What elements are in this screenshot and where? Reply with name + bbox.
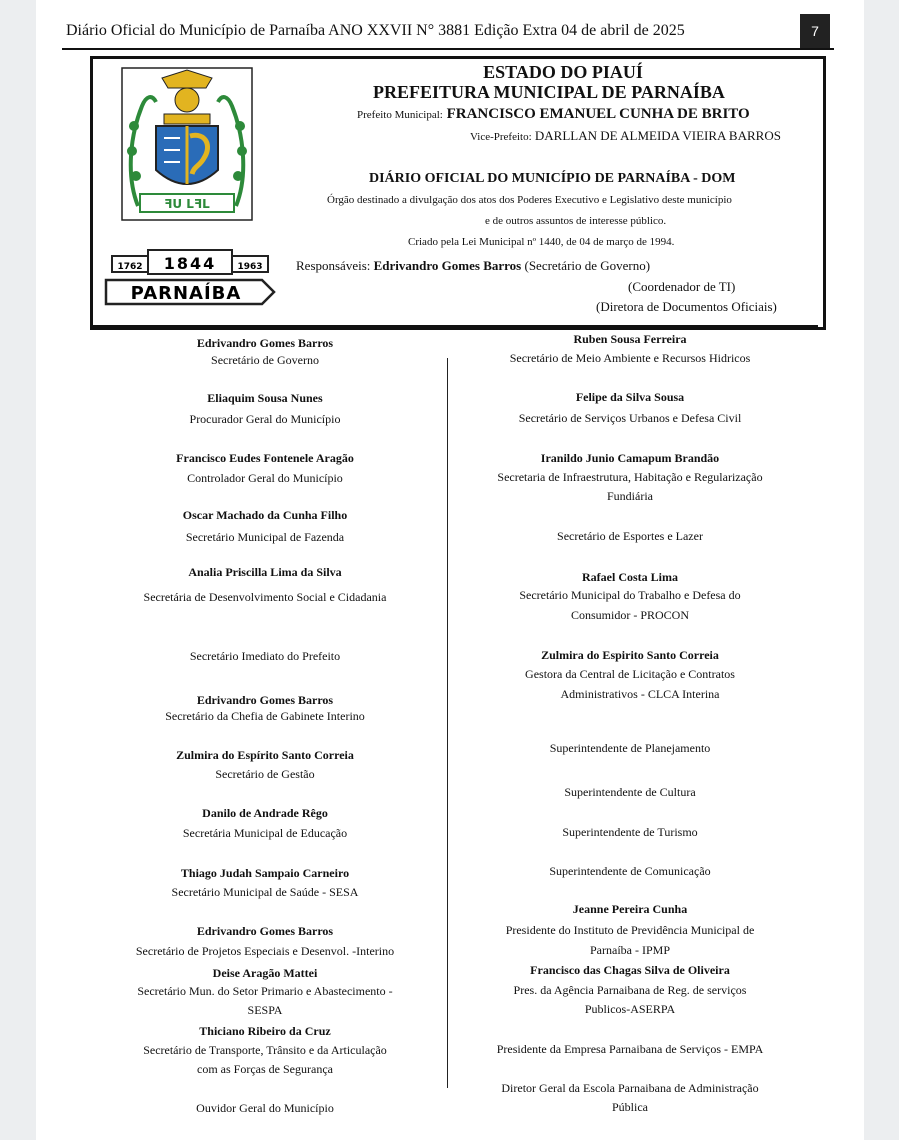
description-line-2: e de outros assuntos de interesse público. xyxy=(485,215,667,227)
vice-label: Vice-Prefeito: xyxy=(470,131,532,143)
right-entry-12-name: Francisco das Chagas Silva de Oliveira xyxy=(530,963,730,977)
left-entry-7-role: Secretário da Chefia de Gabinete Interino xyxy=(165,709,365,723)
left-entry-12-role: Secretário Mun. do Setor Primario e Abastecimento - xyxy=(137,984,393,998)
badge-name: PARNAÍBA xyxy=(130,283,242,304)
right-entry-6-name: Zulmira do Espirito Santo Correia xyxy=(541,648,719,662)
publication-header: Diário Oficial do Município de Parnaíba ANO XXVII N° 3881 Edição Extra 04 de abril de 2025 xyxy=(66,22,685,39)
right-entry-6-role: Gestora da Central de Licitação e Contratos xyxy=(525,667,735,681)
left-entry-11-role: Secretário de Projetos Especiais e Desenvol. -Interino xyxy=(135,944,395,958)
right-entry-12-role: Pres. da Agência Parnaibana de Reg. de serviços xyxy=(513,983,747,997)
left-entry-5-name: Analia Priscilla Lima da Silva xyxy=(188,565,342,579)
left-entry-7-name: Edrivandro Gomes Barros xyxy=(196,693,334,707)
left-entry-1-name: Edrivandro Gomes Barros xyxy=(196,336,334,350)
left-entry-3-role: Controlador Geral do Município xyxy=(187,471,343,485)
right-entry-4-role: Secretário de Esportes e Lazer xyxy=(557,529,703,543)
left-entry-10-role: Secretário Municipal de Saúde - SESA xyxy=(171,885,359,899)
prefeito-line xyxy=(357,106,750,123)
right-entry-7-role: Superintendente de Planejamento xyxy=(549,741,711,755)
right-entry-3-role: Secretaria de Infraestrutura, Habitação e Regularização xyxy=(497,470,763,484)
badge-year-1: 1762 xyxy=(117,262,143,272)
right-entry-5-role-2: Consumidor - PROCON xyxy=(570,608,689,622)
left-entry-8-name: Zulmira do Espírito Santo Correia xyxy=(176,748,354,762)
coordinator-line: (Coordenador de TI) xyxy=(628,279,736,294)
right-entry-9-role: Superintendente de Turismo xyxy=(562,825,698,839)
left-entry-14-role: Ouvidor Geral do Município xyxy=(196,1101,334,1115)
right-entry-3-role-2: Fundiária xyxy=(607,489,653,503)
left-entry-2-role: Procurador Geral do Município xyxy=(189,412,341,426)
right-entry-2-name: Felipe da Silva Sousa xyxy=(575,390,685,404)
right-entry-10-role: Superintendente de Comunicação xyxy=(549,864,711,878)
right-entry-14-role: Diretor Geral da Escola Parnaibana de Administração xyxy=(501,1081,759,1095)
right-entry-12-role-2: Publicos-ASERPA xyxy=(584,1002,676,1016)
description-line-1: Órgão destinado a divulgação dos atos dos Poderes Executivo e Legislativo deste município xyxy=(327,194,732,206)
right-entry-14-role-2: Pública xyxy=(612,1100,648,1114)
parnaiba-badge-icon xyxy=(102,246,278,310)
right-entry-5-role: Secretário Municipal do Trabalho e Defesa do xyxy=(519,588,741,602)
right-entry-8-role: Superintendente de Cultura xyxy=(564,785,696,799)
badge-year-3: 1963 xyxy=(237,262,263,272)
prefeitura-title: PREFEITURA MUNICIPAL DE PARNAÍBA xyxy=(373,82,725,102)
right-entry-11-name: Jeanne Pereira Cunha xyxy=(572,902,688,916)
right-entry-1-role: Secretário de Meio Ambiente e Recursos Hidricos xyxy=(509,351,751,365)
left-entry-3-name: Francisco Eudes Fontenele Aragão xyxy=(176,451,354,465)
right-entry-1-name: Ruben Sousa Ferreira xyxy=(573,332,687,346)
responsibles-label: Responsáveis: xyxy=(296,258,371,273)
vice-line xyxy=(470,128,781,144)
creation-law: Criado pela Lei Municipal nº 1440, de 04 de março de 1994. xyxy=(408,236,675,248)
coat-motto: ꟻU LꟻL xyxy=(164,197,210,211)
right-entry-5-name: Rafael Costa Lima xyxy=(582,570,678,584)
responsible-name: Edrivandro Gomes Barros xyxy=(373,258,522,273)
vice-name: DARLLAN DE ALMEIDA VIEIRA BARROS xyxy=(534,128,781,143)
dom-title: DIÁRIO OFICIAL DO MUNICÍPIO DE PARNAÍBA - DOM xyxy=(369,171,736,186)
left-entry-2-name: Eliaquim Sousa Nunes xyxy=(207,391,323,405)
coat-of-arms-icon xyxy=(120,66,254,222)
prefeito-label: Prefeito Municipal: xyxy=(357,109,443,121)
badge-year-2: 1844 xyxy=(163,254,217,273)
left-entry-13-name: Thiciano Ribeiro da Cruz xyxy=(199,1024,331,1038)
state-title: ESTADO DO PIAUÍ xyxy=(483,62,643,82)
left-entry-5-role: Secretária de Desenvolvimento Social e Cidadania xyxy=(143,590,387,604)
left-entry-1-role: Secretário de Governo xyxy=(211,353,319,367)
masthead-bottom-rule xyxy=(90,325,818,328)
left-entry-13-role: Secretário de Transporte, Trânsito e da Articulação xyxy=(143,1043,387,1057)
page-number-badge: 7 xyxy=(800,14,830,48)
left-entry-6-role: Secretário Imediato do Prefeito xyxy=(189,649,341,663)
responsibles-line xyxy=(296,258,650,274)
prefeito-name: FRANCISCO EMANUEL CUNHA DE BRITO xyxy=(446,106,750,122)
left-entry-8-role: Secretário de Gestão xyxy=(215,767,315,781)
responsible-role: (Secretário de Governo) xyxy=(524,258,651,273)
right-entry-3-name: Iranildo Junio Camapum Brandão xyxy=(540,451,720,465)
left-entry-12-name: Deise Aragão Mattei xyxy=(212,966,318,980)
right-entry-13-role: Presidente da Empresa Parnaibana de Serviços - EMPA xyxy=(496,1042,764,1056)
right-entry-11-role: Presidente do Instituto de Previdência Municipal de xyxy=(505,923,755,937)
left-entry-12-role-2: SESPA xyxy=(247,1003,283,1017)
left-entry-9-role: Secretária Municipal de Educação xyxy=(182,826,348,840)
left-entry-9-name: Danilo de Andrade Rêgo xyxy=(202,806,328,820)
left-entry-4-name: Oscar Machado da Cunha Filho xyxy=(182,508,348,522)
director-line: (Diretora de Documentos Oficiais) xyxy=(596,299,777,314)
header-rule xyxy=(62,48,834,50)
right-entry-11-role-2: Parnaíba - IPMP xyxy=(590,943,670,957)
column-divider xyxy=(447,358,448,1088)
right-entry-2-role: Secretário de Serviços Urbanos e Defesa Civil xyxy=(518,411,742,425)
left-entry-11-name: Edrivandro Gomes Barros xyxy=(196,924,334,938)
left-entry-10-name: Thiago Judah Sampaio Carneiro xyxy=(180,866,350,880)
left-entry-4-role: Secretário Municipal de Fazenda xyxy=(185,530,345,544)
left-entry-13-role-2: com as Forças de Segurança xyxy=(197,1062,333,1076)
right-entry-6-role-2: Administrativos - CLCA Interina xyxy=(560,687,720,701)
